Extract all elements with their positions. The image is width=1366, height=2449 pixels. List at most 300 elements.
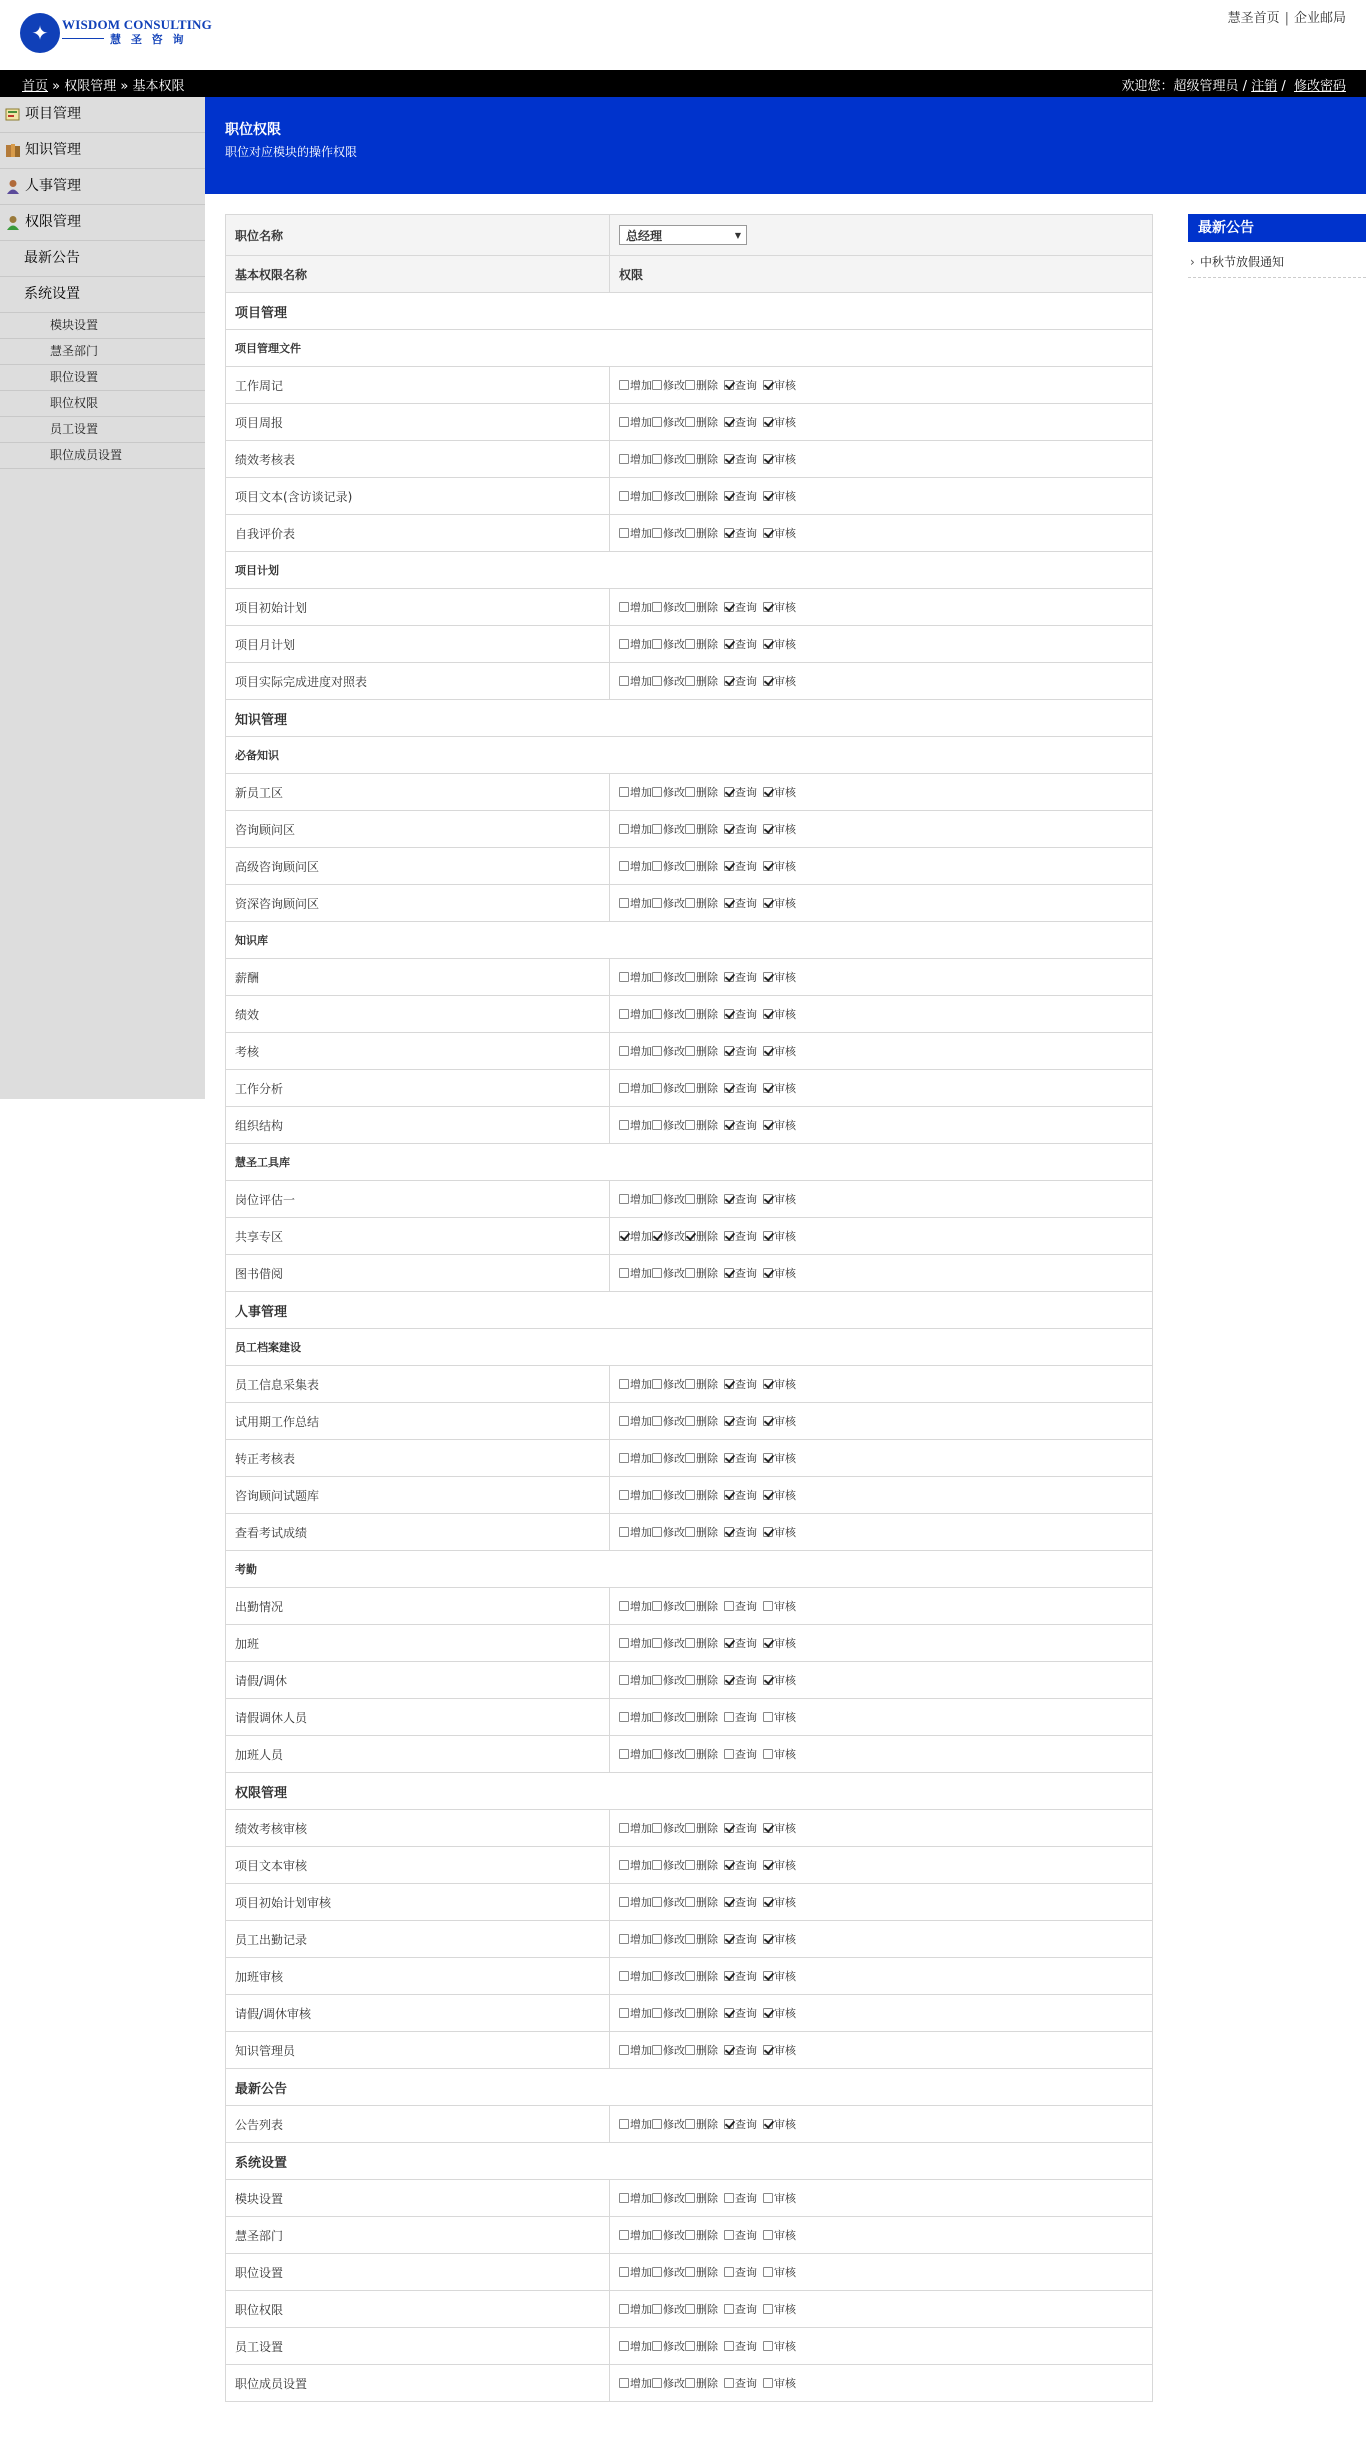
permission-checkbox[interactable] xyxy=(763,417,773,427)
permission-checkbox[interactable] xyxy=(619,1120,629,1130)
permission-checkbox[interactable] xyxy=(652,1823,662,1833)
table-row xyxy=(226,626,1153,663)
permission-checkbox[interactable] xyxy=(619,2378,629,2388)
sidebar-item-project[interactable] xyxy=(0,97,205,133)
permission-label: 查询 xyxy=(735,638,757,651)
permission-checkbox[interactable] xyxy=(763,1675,773,1685)
permission-checkbox[interactable] xyxy=(685,824,695,834)
permission-label: 删除 xyxy=(696,2303,718,2316)
permission-checkbox[interactable] xyxy=(652,491,662,501)
permission-checkbox[interactable] xyxy=(685,2193,695,2203)
permission-checkbox[interactable] xyxy=(652,824,662,834)
permission-checkbox[interactable] xyxy=(685,1675,695,1685)
permission-checkbox[interactable] xyxy=(685,1009,695,1019)
permission-label: 增加 xyxy=(630,2377,652,2390)
table-row xyxy=(226,2180,1153,2217)
permission-checkbox[interactable] xyxy=(652,1231,662,1241)
permission-checkbox[interactable] xyxy=(724,1749,734,1759)
permission-checkbox[interactable] xyxy=(724,824,734,834)
permission-label: 删除 xyxy=(696,638,718,651)
permission-checkbox[interactable] xyxy=(763,1860,773,1870)
permission-label: 增加 xyxy=(630,379,652,392)
permission-checkbox[interactable] xyxy=(763,1971,773,1981)
sidebar-subitem-position-permissions[interactable]: 职位权限 xyxy=(0,391,205,417)
permission-checkbox[interactable] xyxy=(652,1453,662,1463)
permission-checkbox[interactable] xyxy=(724,1046,734,1056)
permission-checkbox[interactable] xyxy=(724,1712,734,1722)
permission-checkbox[interactable] xyxy=(652,2230,662,2240)
permission-checkbox[interactable] xyxy=(763,2045,773,2055)
permission-checkbox[interactable] xyxy=(724,1083,734,1093)
mail-link[interactable]: 企业邮局 xyxy=(1293,11,1346,26)
permission-checkbox[interactable] xyxy=(619,676,629,686)
permission-checkbox[interactable] xyxy=(619,2304,629,2314)
permission-checkbox[interactable] xyxy=(619,1971,629,1981)
permission-checkbox[interactable] xyxy=(685,491,695,501)
permission-checkbox[interactable] xyxy=(685,1527,695,1537)
permission-checkbox[interactable] xyxy=(724,1897,734,1907)
permission-checkbox[interactable] xyxy=(724,2230,734,2240)
permission-checkbox[interactable] xyxy=(763,2008,773,2018)
permission-checkbox[interactable] xyxy=(724,861,734,871)
permission-checkbox[interactable] xyxy=(619,1638,629,1648)
permission-checkbox[interactable] xyxy=(724,676,734,686)
permission-label: 修改 xyxy=(663,2044,685,2057)
permission-checkbox[interactable] xyxy=(685,1934,695,1944)
permission-checkbox[interactable] xyxy=(763,1823,773,1833)
permission-checkbox[interactable] xyxy=(724,1009,734,1019)
sidebar-item-knowledge[interactable] xyxy=(0,133,205,169)
permission-checkbox[interactable] xyxy=(652,1860,662,1870)
permission-checkbox[interactable] xyxy=(763,1268,773,1278)
table-row xyxy=(226,2328,1153,2365)
permission-checkbox[interactable] xyxy=(652,2193,662,2203)
permission-checkbox[interactable] xyxy=(685,1194,695,1204)
permission-checkbox[interactable] xyxy=(685,2267,695,2277)
table-row xyxy=(226,1662,1153,1699)
subsection-row xyxy=(226,1144,1153,1181)
permission-checkbox[interactable] xyxy=(685,2341,695,2351)
permission-checkbox[interactable] xyxy=(685,1860,695,1870)
permission-checkbox[interactable] xyxy=(763,1601,773,1611)
permission-checkbox[interactable] xyxy=(763,454,773,464)
permission-checkbox[interactable] xyxy=(652,1379,662,1389)
permission-checkbox[interactable] xyxy=(724,1194,734,1204)
permission-checkbox[interactable] xyxy=(619,417,629,427)
permission-checkbox[interactable] xyxy=(763,1120,773,1130)
permission-checkbox[interactable] xyxy=(724,1971,734,1981)
sidebar-subitem-departments[interactable]: 慧圣部门 xyxy=(0,339,205,365)
permission-checkbox[interactable] xyxy=(652,1268,662,1278)
subsection-row xyxy=(226,1551,1153,1588)
header xyxy=(0,0,1366,70)
permission-checkbox[interactable] xyxy=(685,1897,695,1907)
permission-checkbox[interactable] xyxy=(763,1379,773,1389)
permission-checkbox[interactable] xyxy=(685,1046,695,1056)
logout-link[interactable]: 注销 xyxy=(1251,79,1278,94)
permission-label: 审核 xyxy=(774,1230,796,1243)
permission-checkbox[interactable] xyxy=(685,1712,695,1722)
permission-checkbox[interactable] xyxy=(619,1712,629,1722)
breadcrumb-home-link[interactable]: 首页 xyxy=(22,79,49,94)
sidebar-item-announcements[interactable] xyxy=(0,241,205,277)
permission-checkbox[interactable] xyxy=(685,676,695,686)
section-row xyxy=(226,2143,1153,2180)
permission-checkbox[interactable] xyxy=(619,1897,629,1907)
permission-checkbox[interactable] xyxy=(724,2008,734,2018)
permission-checkbox[interactable] xyxy=(724,1231,734,1241)
permission-checkbox[interactable] xyxy=(724,2267,734,2277)
permission-checkbox[interactable] xyxy=(763,2304,773,2314)
permission-checkbox[interactable] xyxy=(685,787,695,797)
permission-checkbox[interactable] xyxy=(724,2119,734,2129)
permission-checkbox[interactable] xyxy=(652,2008,662,2018)
permission-checkbox[interactable] xyxy=(652,898,662,908)
permission-checkbox[interactable] xyxy=(724,972,734,982)
permission-checkbox[interactable] xyxy=(724,1934,734,1944)
permission-checkbox[interactable] xyxy=(763,1934,773,1944)
permission-checkbox[interactable] xyxy=(724,639,734,649)
permission-label: 审核 xyxy=(774,379,796,392)
permission-checkbox[interactable] xyxy=(619,1490,629,1500)
permission-checkbox[interactable] xyxy=(652,1897,662,1907)
permission-label: 修改 xyxy=(663,1230,685,1243)
table-row xyxy=(226,1588,1153,1625)
permission-checkbox[interactable] xyxy=(652,2119,662,2129)
permission-checkbox[interactable] xyxy=(763,2378,773,2388)
permission-checkbox[interactable] xyxy=(724,491,734,501)
permission-checkbox[interactable] xyxy=(724,454,734,464)
permission-checkbox[interactable] xyxy=(652,676,662,686)
permission-checkbox[interactable] xyxy=(652,1046,662,1056)
permission-checkbox[interactable] xyxy=(724,1638,734,1648)
permission-checkbox[interactable] xyxy=(724,1120,734,1130)
sidebar-subitem-module-settings[interactable]: 模块设置 xyxy=(0,313,205,339)
permission-checkbox[interactable] xyxy=(685,1823,695,1833)
permission-checkbox[interactable] xyxy=(763,1638,773,1648)
permission-checkbox[interactable] xyxy=(685,2378,695,2388)
permission-checkbox[interactable] xyxy=(619,2267,629,2277)
permission-checkbox[interactable] xyxy=(652,861,662,871)
permission-checkbox[interactable] xyxy=(685,2304,695,2314)
permission-checkbox[interactable] xyxy=(619,1194,629,1204)
permission-checkbox[interactable] xyxy=(763,1897,773,1907)
home-link[interactable]: 慧圣首页 xyxy=(1227,11,1280,26)
sidebar-item-permission[interactable] xyxy=(0,205,205,241)
permission-name: 项目实际完成进度对照表 xyxy=(226,663,610,700)
permission-checkbox[interactable] xyxy=(619,1527,629,1537)
permission-checkbox[interactable] xyxy=(619,2008,629,2018)
permission-checkbox[interactable] xyxy=(724,898,734,908)
permission-label: 删除 xyxy=(696,601,718,614)
permission-checkbox[interactable] xyxy=(652,1749,662,1759)
permission-checkbox[interactable] xyxy=(619,824,629,834)
permission-checkbox[interactable] xyxy=(724,1527,734,1537)
permission-checkbox[interactable] xyxy=(619,491,629,501)
permission-checkbox[interactable] xyxy=(763,639,773,649)
permission-checkbox[interactable] xyxy=(652,1194,662,1204)
permission-checkbox[interactable] xyxy=(763,676,773,686)
permission-checkbox[interactable] xyxy=(724,787,734,797)
permission-checkbox[interactable] xyxy=(763,2193,773,2203)
permission-checkbox[interactable] xyxy=(685,861,695,871)
permission-checkbox[interactable] xyxy=(619,787,629,797)
permission-checkbox[interactable] xyxy=(763,1453,773,1463)
permission-checkbox[interactable] xyxy=(724,528,734,538)
permission-checkbox[interactable] xyxy=(619,1823,629,1833)
permission-checkbox[interactable] xyxy=(685,1601,695,1611)
permission-name: 请假/调休 xyxy=(226,1662,610,1699)
permission-checkbox[interactable] xyxy=(763,972,773,982)
permission-label: 修改 xyxy=(663,1415,685,1428)
permission-checkbox[interactable] xyxy=(652,2341,662,2351)
permission-label: 删除 xyxy=(696,2007,718,2020)
permission-checkbox[interactable] xyxy=(685,1268,695,1278)
permission-checkbox[interactable] xyxy=(763,491,773,501)
permission-checkbox[interactable] xyxy=(652,1009,662,1019)
permission-checkbox[interactable] xyxy=(685,1231,695,1241)
sidebar-subitem-position-members[interactable]: 职位成员设置 xyxy=(0,443,205,469)
permission-label: 审核 xyxy=(774,1119,796,1132)
permission-checkbox[interactable] xyxy=(685,1416,695,1426)
permission-checkbox[interactable] xyxy=(724,380,734,390)
permission-checkbox[interactable] xyxy=(724,1453,734,1463)
permission-checkbox[interactable] xyxy=(685,898,695,908)
permission-name: 职位权限 xyxy=(226,2291,610,2328)
permission-checkbox[interactable] xyxy=(685,1083,695,1093)
permission-checkbox[interactable] xyxy=(652,2267,662,2277)
permission-checkbox[interactable] xyxy=(652,639,662,649)
permission-checkbox[interactable] xyxy=(685,1379,695,1389)
permission-label: 查询 xyxy=(735,2266,757,2279)
permission-label: 修改 xyxy=(663,601,685,614)
sidebar-item-label: 项目管理 xyxy=(25,106,81,122)
permission-name: 工作周记 xyxy=(226,367,610,404)
permission-checkbox[interactable] xyxy=(685,2008,695,2018)
permission-checkbox[interactable] xyxy=(652,1638,662,1648)
permission-checkbox[interactable] xyxy=(763,1194,773,1204)
permission-label: 修改 xyxy=(663,2303,685,2316)
permission-checkbox[interactable] xyxy=(763,528,773,538)
permission-checkbox[interactable] xyxy=(619,528,629,538)
permission-checkbox[interactable] xyxy=(619,1860,629,1870)
permission-checkbox[interactable] xyxy=(724,602,734,612)
permission-checkbox[interactable] xyxy=(763,861,773,871)
permission-label: 删除 xyxy=(696,1896,718,1909)
permission-checkbox[interactable] xyxy=(619,1231,629,1241)
permission-label: 审核 xyxy=(774,2266,796,2279)
permission-label: 删除 xyxy=(696,527,718,540)
table-header-row xyxy=(226,256,1153,293)
permission-checkbox[interactable] xyxy=(619,2230,629,2240)
permission-checkbox[interactable] xyxy=(652,972,662,982)
permission-checkbox[interactable] xyxy=(619,861,629,871)
permission-checkbox[interactable] xyxy=(652,602,662,612)
table-row xyxy=(226,1625,1153,1662)
permission-checkbox[interactable] xyxy=(652,380,662,390)
permission-checkbox[interactable] xyxy=(685,454,695,464)
permission-checkbox[interactable] xyxy=(763,2341,773,2351)
permission-checkbox[interactable] xyxy=(619,1675,629,1685)
table-row xyxy=(226,2254,1153,2291)
permission-checkbox[interactable] xyxy=(619,2193,629,2203)
table-row xyxy=(226,848,1153,885)
permission-label: 增加 xyxy=(630,675,652,688)
permission-checkbox[interactable] xyxy=(763,1083,773,1093)
permission-label: 审核 xyxy=(774,860,796,873)
permission-checkbox[interactable] xyxy=(724,1268,734,1278)
permission-checkbox[interactable] xyxy=(685,639,695,649)
permission-checkbox[interactable] xyxy=(685,2045,695,2055)
sidebar-subitem-employee-settings[interactable]: 员工设置 xyxy=(0,417,205,443)
permission-checkbox[interactable] xyxy=(724,1860,734,1870)
permission-checkbox[interactable] xyxy=(685,1120,695,1130)
permission-checkbox[interactable] xyxy=(652,1601,662,1611)
permission-checkbox[interactable] xyxy=(652,1675,662,1685)
permission-name: 知识管理员 xyxy=(226,2032,610,2069)
permission-name: 转正考核表 xyxy=(226,1440,610,1477)
permission-checkbox[interactable] xyxy=(763,2119,773,2129)
permission-checkbox[interactable] xyxy=(619,639,629,649)
permission-checkbox[interactable] xyxy=(619,2341,629,2351)
permission-label: 删除 xyxy=(696,379,718,392)
permission-checkbox[interactable] xyxy=(619,380,629,390)
permission-checkbox[interactable] xyxy=(619,1453,629,1463)
permission-checkboxes xyxy=(610,2328,1153,2365)
logo-mark[interactable] xyxy=(20,13,60,53)
permission-checkbox[interactable] xyxy=(724,1379,734,1389)
permission-checkbox[interactable] xyxy=(685,1638,695,1648)
permission-checkbox[interactable] xyxy=(724,2304,734,2314)
permission-checkbox[interactable] xyxy=(619,2045,629,2055)
permission-checkbox[interactable] xyxy=(763,1749,773,1759)
permission-checkbox[interactable] xyxy=(619,602,629,612)
permission-checkbox[interactable] xyxy=(685,380,695,390)
section-row xyxy=(226,700,1153,737)
permission-checkbox[interactable] xyxy=(652,1527,662,1537)
permission-checkbox[interactable] xyxy=(763,2267,773,2277)
permission-checkbox[interactable] xyxy=(652,417,662,427)
permission-checkbox[interactable] xyxy=(619,1046,629,1056)
welcome-text: 欢迎您：超级管理员 / xyxy=(1121,79,1252,94)
permission-checkbox[interactable] xyxy=(763,1490,773,1500)
permission-checkbox[interactable] xyxy=(652,2378,662,2388)
permission-checkbox[interactable] xyxy=(724,1823,734,1833)
permission-checkbox[interactable] xyxy=(685,417,695,427)
permission-checkbox[interactable] xyxy=(763,380,773,390)
permission-checkbox[interactable] xyxy=(619,1009,629,1019)
permission-checkbox[interactable] xyxy=(763,1712,773,1722)
position-select[interactable] xyxy=(619,225,747,245)
permission-checkbox[interactable] xyxy=(652,1971,662,1981)
permission-checkbox[interactable] xyxy=(652,2045,662,2055)
permission-checkbox[interactable] xyxy=(763,898,773,908)
permission-checkbox[interactable] xyxy=(724,1675,734,1685)
chevron-down-icon: ▼ xyxy=(734,231,741,240)
permission-checkbox[interactable] xyxy=(763,1231,773,1241)
table-row xyxy=(226,2291,1153,2328)
permission-checkbox[interactable] xyxy=(763,1416,773,1426)
permission-checkbox[interactable] xyxy=(619,2119,629,2129)
permission-checkbox[interactable] xyxy=(652,2304,662,2314)
permission-checkbox[interactable] xyxy=(763,1046,773,1056)
permission-checkbox[interactable] xyxy=(685,1749,695,1759)
permission-checkbox[interactable] xyxy=(685,1490,695,1500)
permission-checkbox[interactable] xyxy=(652,454,662,464)
permission-checkbox[interactable] xyxy=(652,1120,662,1130)
permission-checkbox[interactable] xyxy=(763,602,773,612)
permission-checkbox[interactable] xyxy=(685,602,695,612)
permission-checkbox[interactable] xyxy=(685,2119,695,2129)
permission-checkbox[interactable] xyxy=(763,2230,773,2240)
permission-checkbox[interactable] xyxy=(724,417,734,427)
permission-checkbox[interactable] xyxy=(685,1453,695,1463)
permission-checkbox[interactable] xyxy=(619,1379,629,1389)
permission-checkbox[interactable] xyxy=(685,972,695,982)
permission-checkbox[interactable] xyxy=(763,787,773,797)
permission-checkbox[interactable] xyxy=(652,1712,662,1722)
permission-label: 查询 xyxy=(735,1896,757,1909)
permission-checkbox[interactable] xyxy=(685,528,695,538)
permission-checkbox[interactable] xyxy=(763,824,773,834)
permission-name: 自我评价表 xyxy=(226,515,610,552)
permission-name: 资深咨询顾问区 xyxy=(226,885,610,922)
announcement-item[interactable]: › 中秋节放假通知 xyxy=(1188,247,1366,278)
permission-label: 修改 xyxy=(663,823,685,836)
permission-label: 修改 xyxy=(663,527,685,540)
permission-checkbox[interactable] xyxy=(763,1527,773,1537)
permission-name: 新员工区 xyxy=(226,774,610,811)
permission-checkbox[interactable] xyxy=(724,2341,734,2351)
permission-checkbox[interactable] xyxy=(619,1268,629,1278)
permission-checkbox[interactable] xyxy=(652,1083,662,1093)
permission-checkbox[interactable] xyxy=(652,1416,662,1426)
sidebar-item-personnel[interactable] xyxy=(0,169,205,205)
sidebar-item-system-settings[interactable] xyxy=(0,277,205,313)
permission-checkbox[interactable] xyxy=(652,1934,662,1944)
permission-checkbox[interactable] xyxy=(619,1934,629,1944)
permission-checkbox[interactable] xyxy=(724,2378,734,2388)
permission-checkbox[interactable] xyxy=(619,972,629,982)
permission-checkbox[interactable] xyxy=(652,787,662,797)
permission-checkbox[interactable] xyxy=(724,1601,734,1611)
permission-checkboxes xyxy=(610,2365,1153,2402)
permission-checkbox[interactable] xyxy=(619,454,629,464)
permission-checkbox[interactable] xyxy=(724,1416,734,1426)
permission-checkbox[interactable] xyxy=(619,1749,629,1759)
permission-checkbox[interactable] xyxy=(652,1490,662,1500)
permission-label: 查询 xyxy=(735,1859,757,1872)
permission-checkbox[interactable] xyxy=(724,1490,734,1500)
permission-checkbox[interactable] xyxy=(685,1971,695,1981)
permission-checkbox[interactable] xyxy=(619,1416,629,1426)
permission-checkboxes xyxy=(610,2180,1153,2217)
permission-checkbox[interactable] xyxy=(724,2193,734,2203)
change-password-link[interactable]: 修改密码 xyxy=(1293,79,1346,94)
permission-checkbox[interactable] xyxy=(619,898,629,908)
permission-checkboxes xyxy=(610,626,1153,663)
permission-checkbox[interactable] xyxy=(619,1601,629,1611)
permission-checkbox[interactable] xyxy=(685,2230,695,2240)
permission-checkbox[interactable] xyxy=(763,1009,773,1019)
permission-checkbox[interactable] xyxy=(652,528,662,538)
permission-name: 考核 xyxy=(226,1033,610,1070)
permission-checkbox[interactable] xyxy=(619,1083,629,1093)
permission-checkboxes xyxy=(610,959,1153,996)
sidebar-subitem-position-settings[interactable]: 职位设置 xyxy=(0,365,205,391)
permission-label: 增加 xyxy=(630,823,652,836)
permission-checkbox[interactable] xyxy=(724,2045,734,2055)
